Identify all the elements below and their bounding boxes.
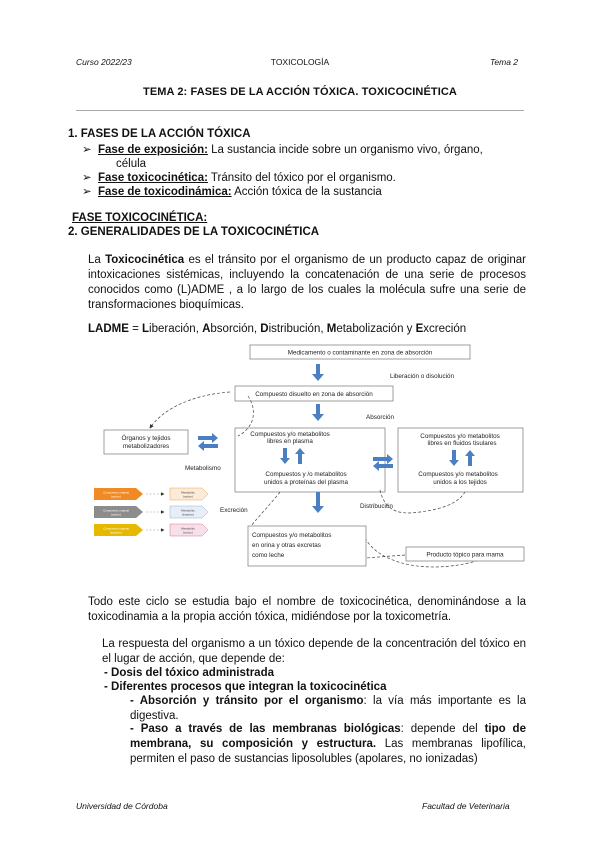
meta-left-4: (activo) xyxy=(111,512,121,517)
meta-left-6: (inactivo) xyxy=(109,530,123,535)
label-organos-1: Órganos y tejidos xyxy=(121,435,171,442)
item-label: Fase de toxicodinámica: xyxy=(98,186,232,198)
item-label: Fase toxicocinética: xyxy=(98,172,208,184)
header-subject: TOXICOLOGÍA xyxy=(270,57,330,67)
label-plasma-free-2: libres en plasma xyxy=(267,438,313,445)
list-absorcion xyxy=(130,694,526,724)
meta-left-5: Compuesto original xyxy=(103,526,129,531)
dashed-connector xyxy=(150,392,230,428)
ladme-line xyxy=(88,322,466,337)
ladme-eq: = xyxy=(128,323,142,335)
label-plasma-free-1: Compuestos y/o metabolitos xyxy=(250,431,330,438)
label-medicamento: Medicamento o contaminante en zona de absorción xyxy=(287,349,433,357)
label-plasma-bound-1: Compuestos y /o metabolitos xyxy=(265,471,347,478)
meta-right-4: (inactivo) xyxy=(181,512,195,517)
footer-faculty: Facultad de Veterinaria xyxy=(422,801,510,811)
ladme-word: etabolización y xyxy=(336,323,416,335)
item-text: Tránsito del tóxico por el organismo. xyxy=(207,172,396,184)
paragraph-toxicocinetica xyxy=(88,253,526,313)
arrow-down-icon xyxy=(312,404,324,421)
ladme-letter: L xyxy=(142,323,150,335)
arrow-down-icon xyxy=(312,492,324,513)
meta-right-3: Metabolito xyxy=(181,508,195,513)
label-tis-free-1: Compuestos y/o metabolitos xyxy=(420,433,500,440)
s2-bold: - Paso a través de las membranas biológicas xyxy=(130,723,401,735)
ladme-letter: M xyxy=(326,323,337,335)
meta-left-2: (activo) xyxy=(111,494,121,499)
paragraph-respuesta: La respuesta del organismo a un tóxico depende de la concentración del tóxico en el lugar de acción, que depende de: xyxy=(102,638,526,665)
label-orina-3: como leche xyxy=(252,552,285,559)
section1-heading: 1. FASES DE LA ACCIÓN TÓXICA xyxy=(68,128,251,140)
label-metabolismo: Metabolismo xyxy=(185,465,221,472)
list-membranas xyxy=(130,722,526,767)
p1-pre: La xyxy=(88,254,106,266)
meta-right-1: Metabolito xyxy=(181,490,195,495)
item-label: Fase de exposición: xyxy=(98,144,208,156)
label-organos-2: metabolizadores xyxy=(122,443,170,450)
arrow-right-icon xyxy=(198,433,218,443)
label-distribucion: Distribución xyxy=(360,503,393,510)
label-absorcion: Absorción xyxy=(366,414,395,421)
label-excrecion: Excreción xyxy=(220,507,248,514)
list-item: ➢ Fase de toxicodinámica: Acción tóxica de la sustancia xyxy=(82,186,382,198)
label-tis-bound-2: unidos a los tejidos xyxy=(433,479,487,486)
s1-rest: : la vía más importante es la digestiva. xyxy=(130,695,526,722)
meta-left-3: Compuesto original xyxy=(103,508,129,513)
label-orina-1: Compuestos y/o metabolitos xyxy=(252,532,332,539)
list-item: ➢ Fase toxicocinética: Tránsito del tóxico por el organismo. xyxy=(82,172,396,184)
item-continuation: célula xyxy=(116,158,147,170)
list-dosis: - Dosis del tóxico administrada xyxy=(104,667,274,679)
list-item: ➢ Fase de exposición: La sustancia incide sobre un organismo vivo, órgano, xyxy=(82,144,483,156)
ladme-letter: A xyxy=(202,323,211,335)
page-title: TEMA 2: FASES DE LA ACCIÓN TÓXICA. TOXICOCINÉTICA xyxy=(143,86,457,98)
ladme-word: bsorción, xyxy=(210,323,261,335)
ladme-word: xcreción xyxy=(423,323,467,335)
paragraph-ciclo: Todo este ciclo se estudia bajo el nombre de toxicocinética, denominándose a la toxicodinamia a la propia acción tóxica, midiéndose por la toxicometría. xyxy=(88,596,526,623)
s2-mid: : depende del xyxy=(400,723,485,735)
header-topic: Tema 2 xyxy=(490,57,519,67)
ladme-word: istribución, xyxy=(268,323,327,335)
header-course: Curso 2022/23 xyxy=(76,57,132,67)
title-divider xyxy=(76,110,524,111)
s1-bold: - Absorción y tránsito por el organismo xyxy=(130,695,364,707)
ladme-letter: E xyxy=(415,323,424,335)
label-plasma-bound-2: unidos a proteínas del plasma xyxy=(263,479,349,486)
s2-rest: Las membranas lipofílica, permiten el paso de sustancias liposolubles (apolares, no ionizadas) xyxy=(130,738,526,765)
label-topico: Producto tópico para mama xyxy=(426,551,504,559)
s2-bold2: tipo de membrana, su composición y estructura. xyxy=(130,723,526,750)
meta-right-2: (activo) xyxy=(183,494,193,499)
item-text: Acción tóxica de la sustancia xyxy=(231,186,382,198)
p1-rest: es el tránsito por el organismo de un producto capaz de originar intoxicaciones sistémicas, incluyendo la concatenación de una serie de procesos conocidos como (L)ADME , a lo largo de los cuales la molécula sufre una serie de transformaciones bioquímicas. xyxy=(88,254,526,311)
p1-bold: Toxicocinética xyxy=(105,254,185,266)
meta-left-1: Compuesto original xyxy=(103,490,129,495)
box-organos xyxy=(104,430,188,454)
item-text: La sustancia incide sobre un organismo vivo, órgano, xyxy=(207,144,483,156)
ladme-letter: D xyxy=(260,323,269,335)
list-procesos: - Diferentes procesos que integran la toxicocinética xyxy=(104,681,387,693)
section2-heading: 2. GENERALIDADES DE LA TOXICOCINÉTICA xyxy=(68,226,320,238)
arrow-down-icon xyxy=(312,364,324,381)
label-orina-2: en orina y otras excretas xyxy=(252,542,321,549)
label-liberacion: Liberación o disolución xyxy=(390,373,455,380)
footer-university: Universidad de Córdoba xyxy=(76,801,168,811)
phase-label: FASE TOXICOCINÉTICA: xyxy=(72,212,208,224)
ladme-diagram xyxy=(80,340,530,580)
meta-right-5: Metabolito xyxy=(181,526,195,531)
label-tis-free-2: libres en fluidos tisulares xyxy=(427,440,497,447)
meta-right-6: (tóxico) xyxy=(183,530,193,535)
arrow-left-icon xyxy=(198,441,218,451)
label-disuelto: Compuesto disuelto en zona de absorción xyxy=(255,391,373,398)
ladme-word: iberación, xyxy=(149,323,203,335)
ladme-prefix: LADME xyxy=(88,323,129,335)
label-tis-bound-1: Compuestos y/o metabolitos xyxy=(418,471,498,478)
dashed-connector xyxy=(248,492,280,530)
